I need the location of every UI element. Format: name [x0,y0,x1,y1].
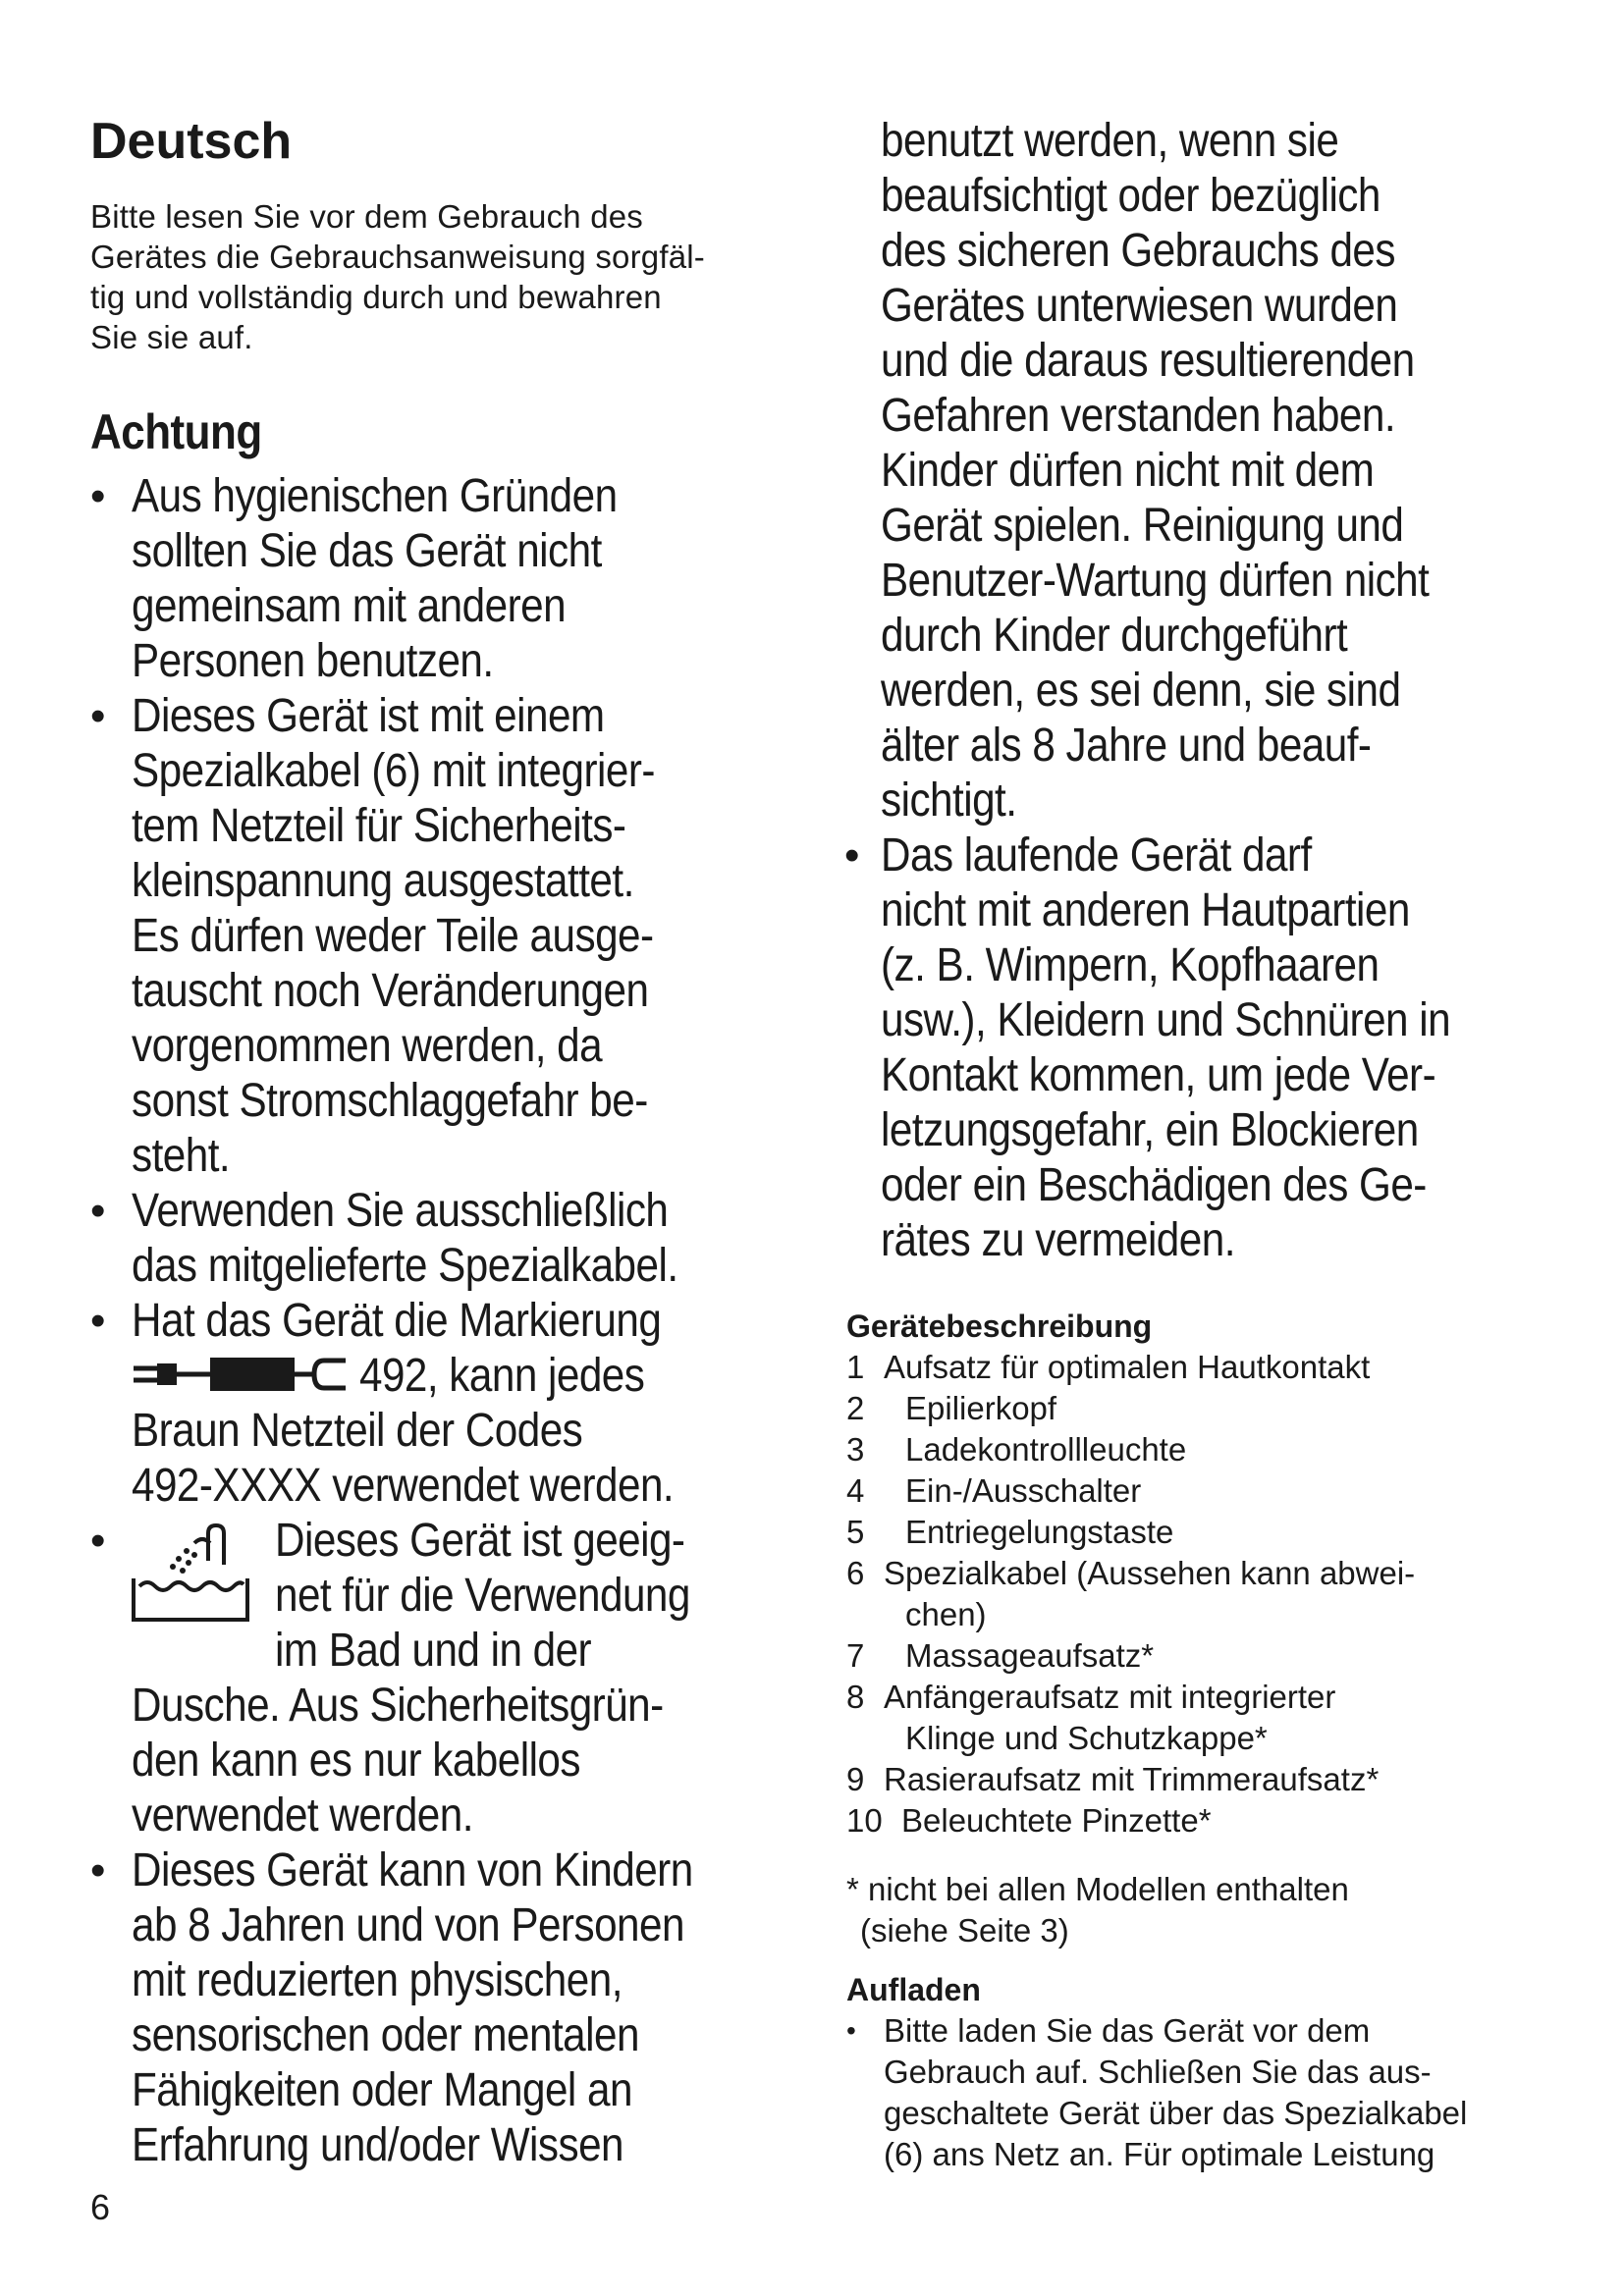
warning-line: des sicheren Gebrauchs des [881,225,1395,277]
warning-line: Das laufende Gerät darf [881,829,1312,881]
warning-line: sichtigt. [881,774,1017,827]
shower-bath-icon [128,1522,253,1628]
part-label: Spezialkabel (Aussehen kann abwei- [884,1555,1416,1591]
warning-line: 492, kann jedes [359,1350,645,1402]
bullet: • [90,1187,106,1235]
charging-heading: Aufladen [846,1972,981,2007]
warning-line: Gerätes unterwiesen wurden [881,280,1398,332]
warning-line: nicht mit anderen Hautpartien [881,884,1410,936]
warning-line: Aus hygienischen Gründen [132,470,618,522]
bullet: • [90,472,106,520]
warning-line: durch Kinder durchgeführt [881,610,1348,662]
warning-line: steht. [132,1130,231,1182]
warning-line: letzungsgefahr, ein Blockieren [881,1104,1419,1156]
warning-line: Kinder dürfen nicht mit dem [881,445,1375,497]
intro-line: Gerätes die Gebrauchsanweisung sorgfäl- [90,239,705,275]
warning-line: tem Netzteil für Sicherheits- [132,800,626,852]
warning-line: verwendet werden. [132,1789,473,1842]
part-label: Rasieraufsatz mit Trimmeraufsatz* [884,1761,1380,1797]
warning-line: Dusche. Aus Sicherheitsgrün- [132,1680,664,1732]
part-label: Aufsatz für optimalen Hautkontakt [884,1349,1371,1385]
part-number: 4 [846,1472,865,1509]
device-description-heading: Gerätebeschreibung [846,1308,1153,1344]
warning-line: Erfahrung und/oder Wissen [132,2119,624,2171]
part-number: 9 [846,1761,865,1797]
bullet: • [90,1846,106,1895]
warning-line: rätes zu vermeiden. [881,1214,1235,1266]
bullet: • [90,1517,106,1565]
section-heading: Deutsch [90,113,293,170]
warning-line: oder ein Beschädigen des Ge- [881,1159,1427,1211]
bullet: • [844,831,860,880]
part-label: Beleuchtete Pinzette* [901,1802,1212,1839]
warning-line: sollten Sie das Gerät nicht [132,525,602,577]
charging-line: geschaltete Gerät über das Spezialkabel [884,2095,1468,2131]
bullet: • [90,692,106,740]
warning-line: kleinspannung ausgestattet. [132,855,634,907]
warning-line: Dieses Gerät ist mit einem [132,690,605,742]
warning-line: Spezialkabel (6) mit integrier- [132,745,655,797]
warning-line: werden, es sei denn, sie sind [881,665,1401,717]
warning-line: Es dürfen weder Teile ausge- [132,910,654,962]
warning-line: Verwenden Sie ausschließlich [132,1185,669,1237]
warning-line: gemeinsam mit anderen [132,580,567,632]
warning-line: im Bad und in der [275,1625,592,1677]
part-number: 1 [846,1349,865,1385]
part-number: 3 [846,1431,865,1468]
part-number: 10 [846,1802,883,1839]
warning-line: Hat das Gerät die Markierung [132,1295,662,1347]
warning-line: Kontakt kommen, um jede Ver- [881,1049,1436,1101]
warning-line: Fähigkeiten oder Mangel an [132,2064,632,2116]
warning-line: usw.), Kleidern und Schnüren in [881,994,1451,1046]
warning-line: (z. B. Wimpern, Kopfhaaren [881,939,1380,991]
warning-line: Dieses Gerät kann von Kindern [132,1844,693,1896]
charging-line: (6) ans Netz an. Für optimale Leistung [884,2136,1435,2172]
part-label: Anfängeraufsatz mit integrierter [884,1679,1336,1715]
footnote: * nicht bei allen Modellen enthalten [846,1871,1349,1907]
page-number: 6 [90,2187,111,2227]
warning-line: sonst Stromschlaggefahr be- [132,1075,648,1127]
charging-line: Bitte laden Sie das Gerät vor dem [884,2012,1371,2049]
part-label: Massageaufsatz* [905,1637,1155,1674]
warning-line: Dieses Gerät ist geeig- [275,1515,685,1567]
part-number: 8 [846,1679,865,1715]
footnote: (siehe Seite 3) [860,1912,1069,1949]
part-label-continued: Klinge und Schutzkappe* [905,1720,1268,1756]
warning-line: ab 8 Jahren und von Personen [132,1899,684,1951]
warning-line: Braun Netzteil der Codes [132,1405,583,1457]
warning-line: Personen benutzen. [132,635,494,687]
warning-heading: Achtung [90,404,262,459]
warning-line: älter als 8 Jahre und beauf- [881,720,1372,772]
part-number: 6 [846,1555,865,1591]
bullet: • [846,2015,856,2046]
intro-line: Bitte lesen Sie vor dem Gebrauch des [90,198,643,235]
bullet: • [90,1297,106,1345]
intro-line: Sie sie auf. [90,319,253,355]
warning-line: vorgenommen werden, da [132,1020,603,1072]
part-label: Ladekontrollleuchte [905,1431,1187,1468]
part-label-continued: chen) [905,1596,987,1632]
warning-line: benutzt werden, wenn sie [881,115,1339,167]
warning-line: net für die Verwendung [275,1570,690,1622]
warning-line: und die daraus resultierenden [881,335,1415,387]
part-number: 2 [846,1390,865,1426]
part-number: 5 [846,1514,865,1550]
charging-line: Gebrauch auf. Schließen Sie das aus- [884,2054,1432,2090]
warning-line: tauscht noch Veränderungen [132,965,649,1017]
part-label: Epilierkopf [905,1390,1057,1426]
intro-line: tig und vollständig durch und bewahren [90,279,662,315]
part-label: Ein-/Ausschalter [905,1472,1142,1509]
warning-line: beaufsichtigt oder bezüglich [881,170,1380,222]
warning-line: 492-XXXX verwendet werden. [132,1460,675,1512]
warning-line: den kann es nur kabellos [132,1735,580,1787]
safety-extra-low-voltage-icon [134,1355,350,1394]
warning-line: Gerät spielen. Reinigung und [881,500,1404,552]
warning-line: sensorischen oder mentalen [132,2009,639,2061]
part-label: Entriegelungstaste [905,1514,1174,1550]
warning-line: Gefahren verstanden haben. [881,390,1396,442]
warning-line: mit reduzierten physischen, [132,1954,623,2006]
warning-line: das mitgelieferte Spezialkabel. [132,1240,678,1292]
warning-line: Benutzer-Wartung dürfen nicht [881,555,1430,607]
part-number: 7 [846,1637,865,1674]
